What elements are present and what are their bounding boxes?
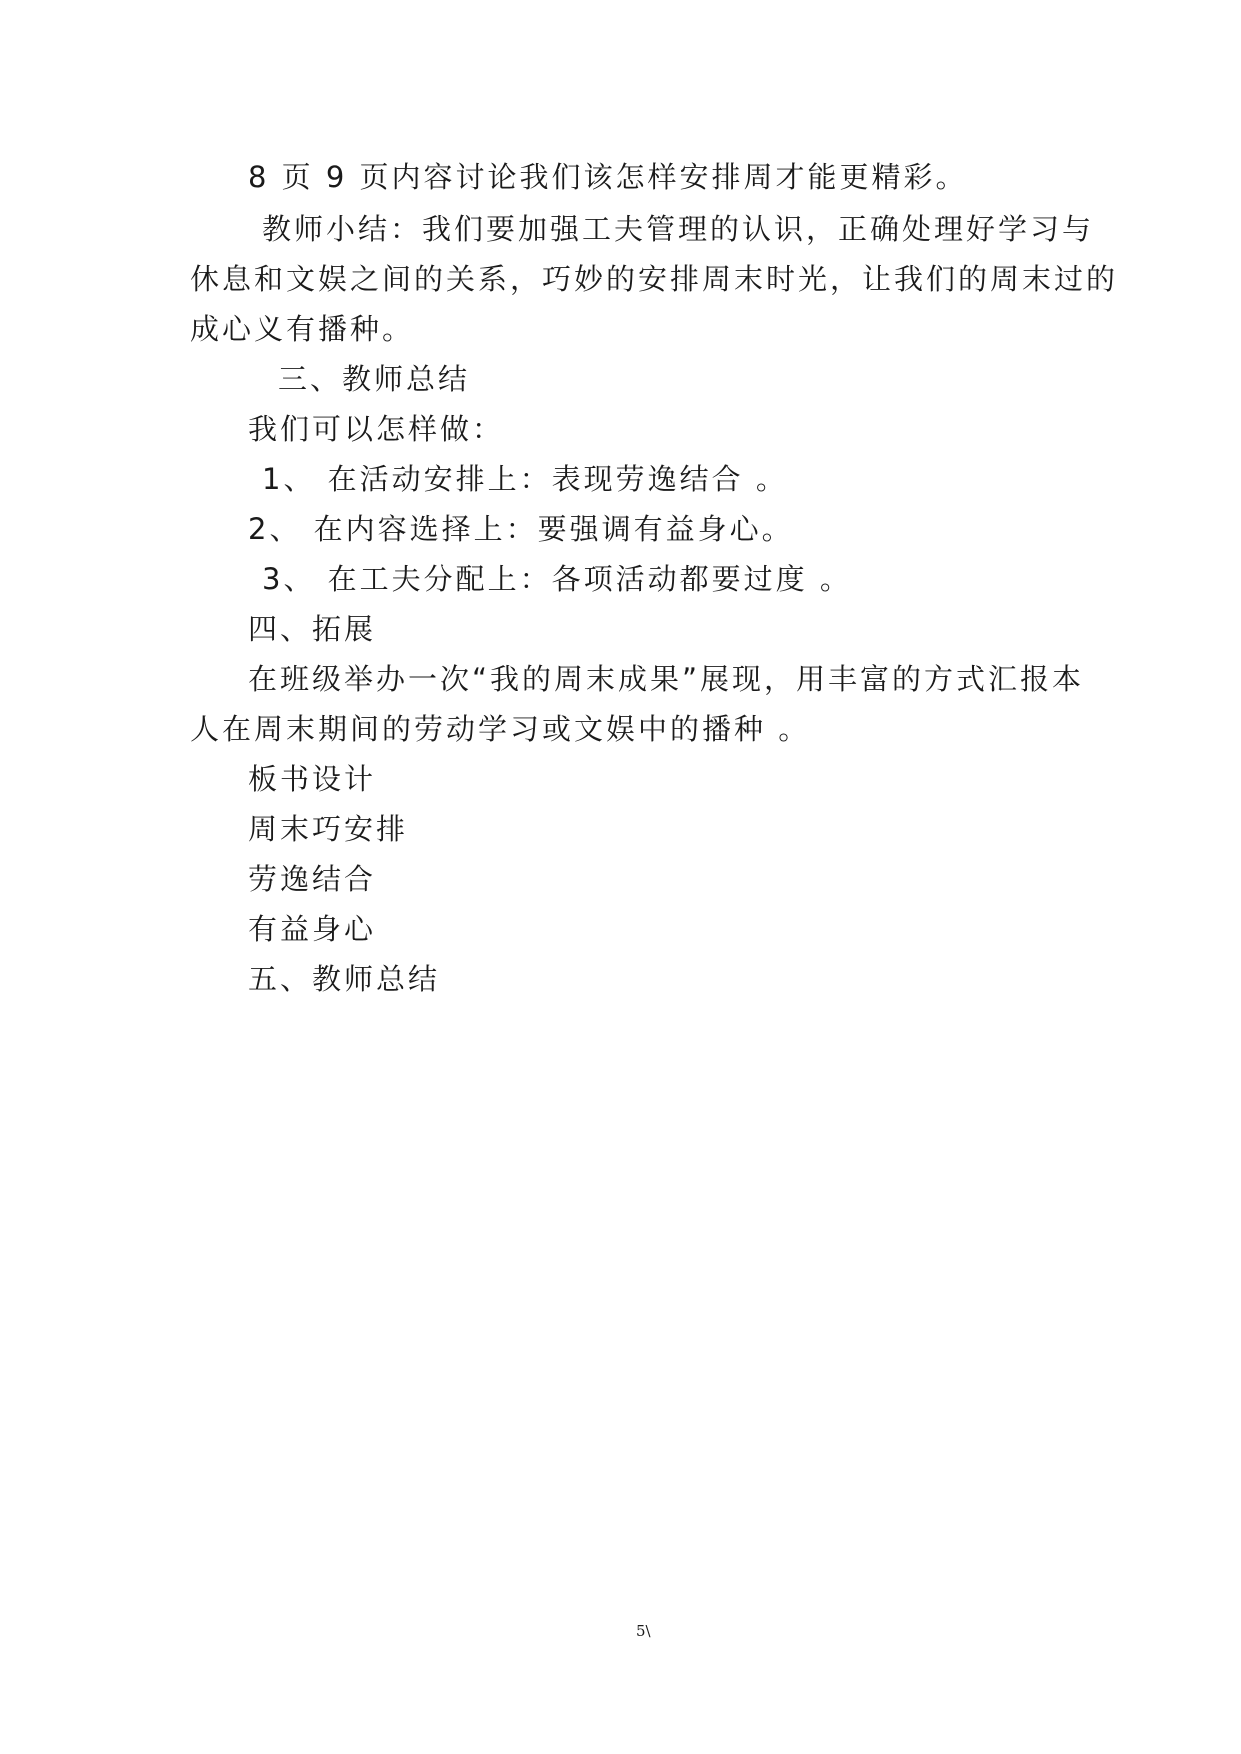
board-design-item: 有益身心 [248,912,377,946]
paragraph-line: 教师小结：我们要加强工夫管理的认识，正确处理好学习与 [262,212,1095,246]
section-heading: 三、教师总结 [278,362,471,396]
paragraph-line: 在班级举办一次“我的周末成果”展现，用丰富的方式汇报本 [248,662,1085,696]
paragraph-line: 成心义有播种。 [190,312,415,346]
board-design-item: 劳逸结合 [248,862,377,896]
list-item: 3、 在工夫分配上：各项活动都要过度 。 [262,562,852,596]
board-design-item: 周末巧安排 [248,812,409,846]
section-heading: 五、教师总结 [248,962,441,996]
list-item: 2、 在内容选择上：要强调有益身心。 [248,512,794,546]
board-design-heading: 板书设计 [248,762,377,796]
page-number: 5\ [636,1622,651,1640]
paragraph-line: 人在周末期间的劳动学习或文娱中的播种 。 [190,712,811,746]
section-heading: 四、拓展 [248,612,377,646]
paragraph-line: 8 页 9 页内容讨论我们该怎样安排周才能更精彩。 [248,160,968,194]
paragraph-line: 休息和文娱之间的关系，巧妙的安排周末时光，让我们的周末过的 [190,262,1119,296]
list-item: 1、 在活动安排上：表现劳逸结合 。 [262,462,788,496]
paragraph-line: 我们可以怎样做： [248,412,505,446]
